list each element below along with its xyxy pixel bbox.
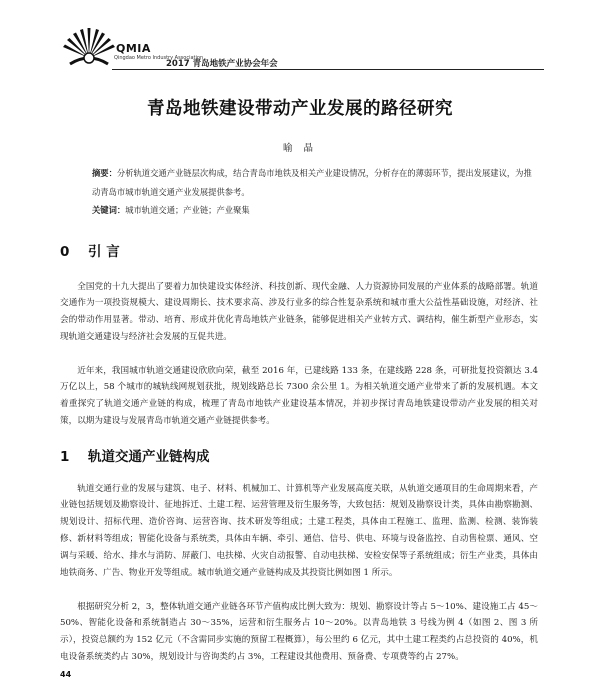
section-number: 1: [60, 449, 70, 465]
section-number: 0: [60, 244, 70, 260]
header-rule: [112, 69, 544, 70]
article-author: 喻 晶: [282, 143, 318, 154]
section-heading-industry-chain: [60, 445, 210, 465]
article-title: 青岛地铁建设带动产业发展的路径研究: [147, 99, 453, 119]
keywords-text: 城市轨道交通；产业链；产业聚集: [125, 205, 250, 215]
page-number: 44: [60, 670, 72, 679]
keywords-label: 关键词：: [92, 205, 126, 215]
section-title: 引 言: [88, 244, 120, 260]
introduction-paragraph: 近年来，我国城市轨道交通建设欣欣向荣，截至 2016 年，已建线路 133 条，在建线路 228 条，可研批复投资额达 3.4 万亿以上，58 个城市的城轨线网规划获批，规划线路总长 7300 余公里 1。为相关轨道交通产业带来了新的发展机遇。本文着重探究了轨道交通产业链的构成，梳理了青岛市地铁产业建设基本情况，并初步探讨青岛地铁建设带动产业发展的相关对策，以期为建设与发展青岛市轨道交通产业链提供参考。: [60, 365, 538, 426]
keywords: [92, 204, 538, 216]
section-heading-introduction: [60, 240, 120, 260]
abstract: [92, 164, 538, 202]
logo-text: QMIA: [116, 42, 151, 55]
abstract-text: 分析轨道交通产业链层次构成，结合青岛市地铁及相关产业建设情况，分析存在的薄弱环节，提出发展建议，为推动青岛市城市轨道交通产业发展提供参考。: [92, 168, 532, 197]
abstract-label: 摘要：: [92, 168, 117, 178]
logo-subtitle: Qingdao Metro Industry Association: [114, 55, 204, 61]
journal-title: 2017 青岛地铁产业协会年会: [166, 59, 278, 69]
qmia-logo-icon: [60, 24, 118, 68]
industry-chain-paragraph: 轨道交通行业的发展与建筑、电子、材料、机械加工、计算机等产业发展高度关联，从轨道交通项目的生命周期来看，产业链包括规划及勘察设计、征地拆迁、土建工程、运营管理及衍生服务等，大致包括：规划及勘察设计类，具体由勘察勘测、规划设计、招标代理、造价咨询、运营咨询、技术研发等组成；土建工程类，具体由工程施工、监理、监测、检测、装饰装修、新材料等组成；智能化设备与系统类，具体由车辆、牵引、通信、信号、供电、环境与设备监控、自动售检票、通风、空调与采暖、给水、排水与消防、屏蔽门、电扶梯、火灾自动报警、自动电扶梯、安检安保等子系统组成；衍生产业类，具体由地铁商务、广告、物业开发等组成。城市轨道交通产业链构成及其投资比例如图 1 所示。: [60, 483, 538, 578]
industry-chain-paragraph: 根据研究分析 2，3，整体轨道交通产业链各环节产值构成比例大致为：规划、勘察设计等占 5～10%、建设施工占 45～50%、智能化设备和系统制造占 30～35%，运营和衍生服务占 10～20%。以青岛地铁 3 号线为例 4（如图 2、图 3 所示），投资总额约为 152 亿元（不含需同步实施的预留工程概算），每公里约 6 亿元，其中土建工程类约占总投资的 40%，机电设备系统类约占 30%，规划设计与咨询类约占 3%，工程建设其他费用、预备费、专项费等约占 27%。: [60, 601, 538, 662]
section-title: 轨道交通产业链构成: [88, 449, 210, 465]
introduction-paragraph: 全国党的十九大提出了要着力加快建设实体经济、科技创新、现代金融、人力资源协同发展的产业体系的战略部署。轨道交通作为一项投资规模大、建设周期长、技术要求高、涉及行业多的综合性复杂系统和城市重大公益性基础设施，对经济、社会的带动作用显著。带动、培育、形成并优化青岛地铁产业链条，能够促进相关产业转方式、调结构，催生新型产业形态，实现轨道交通建设与经济社会发展的互促共进。: [60, 281, 538, 342]
